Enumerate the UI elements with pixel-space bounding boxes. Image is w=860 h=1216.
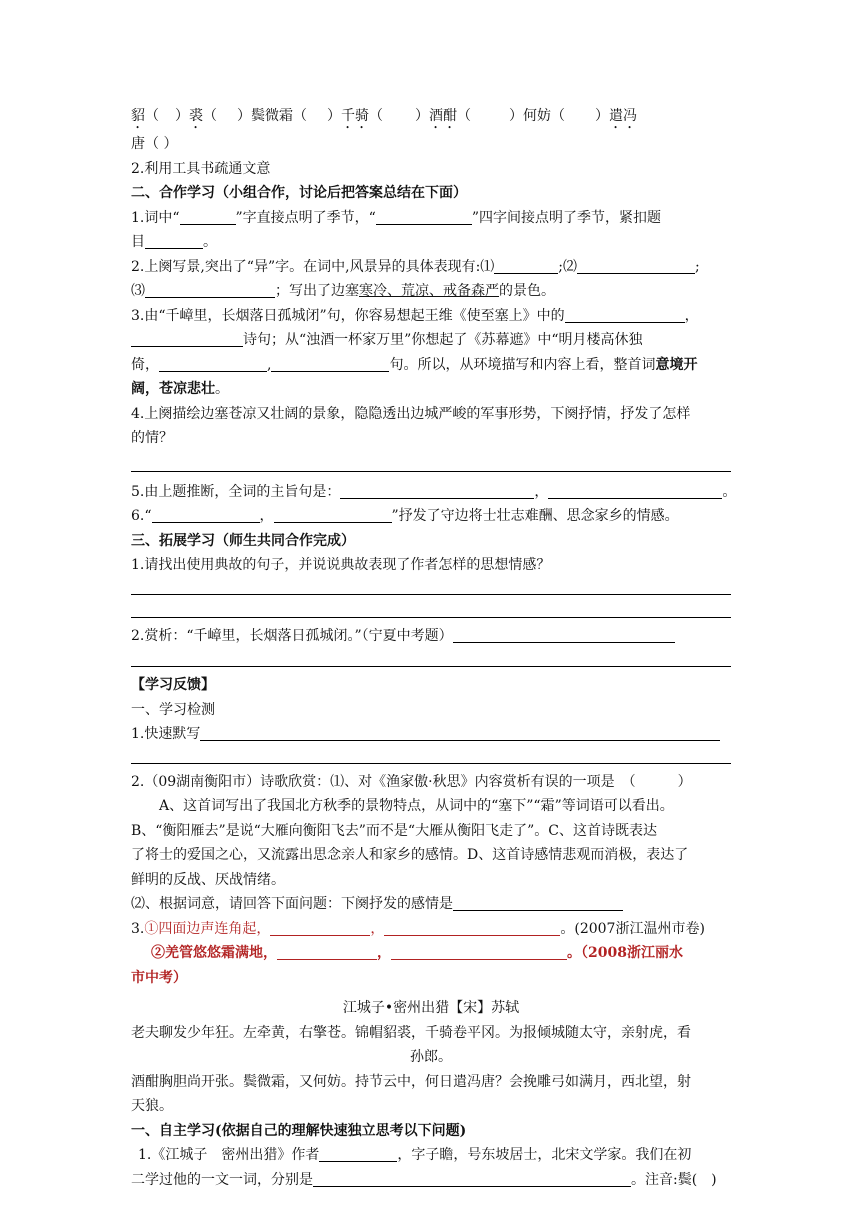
text: 。 [215,381,229,397]
answer-blank[interactable] [340,483,534,499]
check-2-option: 鲜明的反战、厌战情绪。 [131,871,285,888]
text: ）遣冯 [595,108,637,124]
question-3 [131,304,731,329]
text: ①四面边声连角起， [144,920,271,937]
answer-blank[interactable] [277,944,377,960]
text: 2.上阕写景,突出了“异”字。在词中,风景异的具体表现有:⑴ [131,258,495,275]
pinyin-line [131,104,731,132]
text: 依据自己的理解快速独立思考以下问题) [221,1122,467,1139]
section-title: 三、拓展学习（师生共同合作完成） [131,532,355,549]
section-title: 二、合作学习（小组合作，讨论后把答案总结在下面） [131,185,467,201]
text: 唐（ ） [131,136,178,152]
question-2-cont [131,279,731,304]
check-2-option: A、这首词写出了我国北方秋季的景物特点，从词中的“塞下”“霜”等词语可以看出。 [159,798,674,814]
text: 6.“ [131,508,152,524]
text: 意境开 [655,356,698,373]
text: 3.由“千嶂里，长烟落日孤城闭”句，你容易想起王维《使至塞上》中的 [131,307,565,324]
answer-blank[interactable] [565,307,685,323]
poem-line: 老夫聊发少年狂。左牵黄，右擎苍。锦帽貂裘，千骑卷平冈。为报倾城随太守，亲射虎，看 [131,1024,691,1041]
answer-blank[interactable] [131,331,243,347]
answer-blank[interactable] [453,627,675,643]
poem-line: 酒酣胸胆尚开张。鬓微霜，又何妨。持节云中，何日遣冯唐？会挽雕弓如满月，西北望，射 [131,1073,691,1090]
text: ”字直接点明了季节，“ [235,209,376,226]
text: 1.快速默写 [131,726,201,742]
self-1 [131,1143,731,1168]
text: 。 [203,234,217,250]
text: ）裘（ [175,108,217,124]
check-1 [131,722,731,747]
answer-blank[interactable] [376,209,472,225]
check-2-option: B、“衡阳雁去”是说“大雁向衡阳飞去”而不是“大雁从衡阳飞走了”。C、这首诗既表达 [131,822,657,839]
extend-2 [131,624,731,649]
text: 诗句；从“浊酒一杯家万里”你想起了《苏幕遮》中“明月楼高休独 [243,332,643,348]
text: 5.由上题推断，全词的主旨句是： [131,483,341,500]
answer-line[interactable] [131,461,731,472]
question-3-cont [131,377,731,402]
question-6 [131,504,731,529]
text: 。 [722,483,737,500]
text: ”四字间接点明了季节，紧扣题 [471,209,662,226]
text: 。（2008浙江丽水 [567,945,683,961]
poem-line: 天狼。 [131,1098,173,1114]
worksheet [131,104,737,1192]
question-4-cont: 的情？ [131,430,173,446]
text: ）鬓微霜（ [237,108,307,124]
answer-blank[interactable] [145,282,275,298]
text: ）千骑（ [327,108,383,124]
answer-blank[interactable] [313,1171,631,1187]
answer-line[interactable] [131,656,731,667]
answer-blank[interactable] [494,258,558,274]
section-title [131,1119,731,1144]
text: , [267,356,272,373]
question-1 [131,206,731,231]
answer-blank[interactable] [152,507,260,523]
check-3-cont: 市中考） [131,969,187,986]
text: ， [377,945,391,961]
text: 2.利用工具书疏通文意 [131,160,271,177]
text: ， [259,508,274,524]
answer-blank[interactable] [453,895,623,911]
text: ; [695,258,700,275]
answer-blank[interactable] [319,1146,397,1162]
answer-line[interactable] [131,607,731,618]
question-3-cont [131,328,731,353]
text: 1.词中“ [131,209,180,226]
answer-blank[interactable] [180,209,236,225]
text: 1.《江城子 密州出猎》作者 [138,1147,320,1163]
answer-blank[interactable] [271,356,389,372]
answer-blank[interactable] [391,944,567,960]
check-2-sub [131,892,731,917]
text: ②羌管悠悠霜满地， [151,945,277,961]
text: 句。所以，从环境描写和内容上看，整首词 [389,356,656,373]
text: 貂（ [131,108,159,124]
check-title: 一、学习检测 [131,701,215,718]
answer-blank[interactable] [548,483,722,499]
text: 一、自主学习( [131,1122,222,1139]
answer-blank[interactable] [274,507,392,523]
answer-line[interactable] [131,753,731,764]
text: ，字子瞻，号东坡居士，北宋文学家。我们在初 [397,1147,692,1163]
text: 2.赏析：“千嶂里，长烟落日孤城闭。”（宁夏中考题） [131,627,453,644]
answer-blank[interactable] [159,356,267,372]
check-3-cont [131,941,731,966]
question-5 [131,480,737,505]
text: ;⑵ [558,258,578,275]
question-2 [131,255,731,280]
answer-blank[interactable] [270,920,370,936]
text: ， [370,920,385,937]
answer-blank[interactable] [145,233,203,249]
answer-blank[interactable] [200,725,720,741]
question-1-cont [131,230,731,255]
check-2-option: 了将士的爱国之心，又流露出思念亲人和家乡的感情。D、这首诗感情悲观而消极，表达了 [131,847,689,863]
text: 3. [131,920,145,937]
text: ， [534,483,549,500]
text: 寒冷、荒凉、戒备森严 [359,283,499,299]
extend-1: 1.请找出使用典故的句子，并说说典故表现了作者怎样的思想情感？ [131,557,551,573]
text: 倚， [131,356,159,373]
text: 二学过他的一文一词，分别是 [131,1171,313,1188]
text: 阔，苍凉悲壮 [131,381,215,397]
text: 。注音:鬓( ) [631,1171,717,1188]
self-1-cont [131,1168,731,1193]
text: ⑶ [131,283,145,299]
answer-line[interactable] [131,584,731,595]
text: ”抒发了守边将士壮志难酬、思念家乡的情感。 [391,508,679,524]
feedback-title: 【学习反馈】 [131,677,215,693]
check-2: 2.（09湖南衡阳市）诗歌欣赏：⑴、对《渔家傲·秋思》内容赏析有误的一项是 （ ） [131,773,692,790]
text: 。(2007浙江温州市卷) [560,920,705,937]
text: ；写出了边塞 [275,283,359,299]
text: ）何妨（ [509,108,565,124]
question-4: 4.上阕描绘边塞苍凉又壮阔的景象，隐隐透出边城严峻的军事形势，下阕抒情，抒发了怎样 [131,405,691,422]
text: 的景色。 [499,283,555,299]
text: 目 [131,234,145,250]
text: ⑵、根据词意，请回答下面问题：下阕抒发的感情是 [131,896,453,912]
poem-line: 孙郎。 [410,1049,452,1065]
text: ）酒酣（ [415,108,471,124]
text: ， [684,307,699,324]
poem-title: 江城子•密州出猎【宋】苏轼 [342,1000,520,1016]
check-3 [131,917,731,942]
answer-blank[interactable] [384,920,560,936]
question-3-cont [131,353,731,378]
answer-blank[interactable] [577,258,695,274]
